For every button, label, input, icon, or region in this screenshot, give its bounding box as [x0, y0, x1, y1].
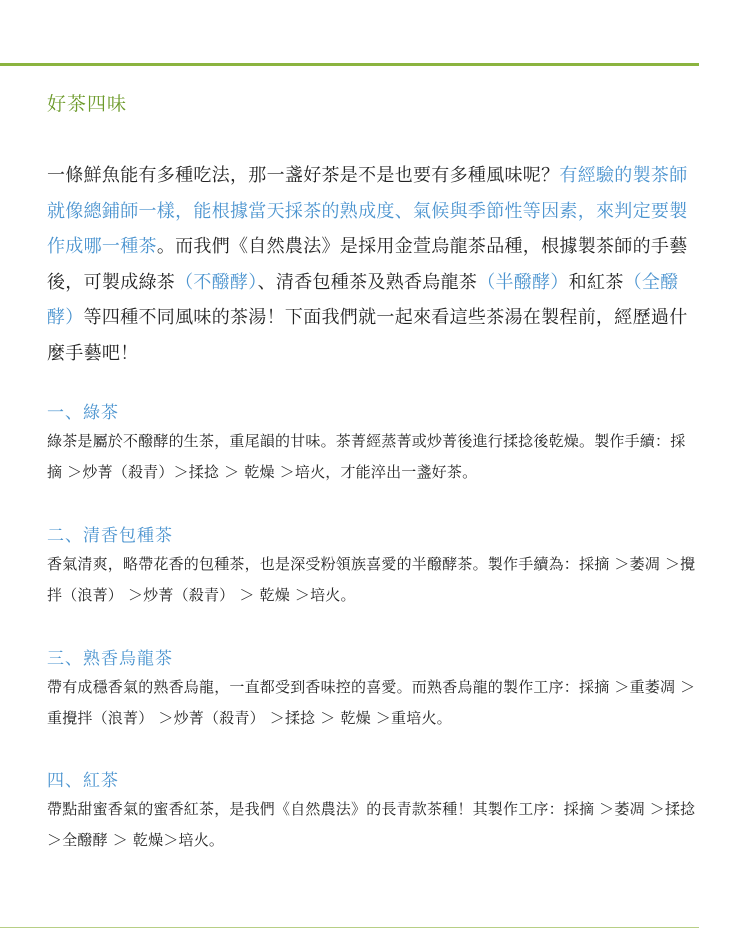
section-body-oolong-tea: 帶有成穩香氣的熟香烏龍，一直都受到香味控的喜愛。而熟香烏龍的製作工序：採摘 ＞重萎凋 ＞重攪拌（浪菁） ＞炒菁（殺青） ＞揉捻 ＞ 乾燥 ＞重培火。 [47, 678, 696, 727]
intro-text: 和紅茶 [568, 271, 624, 293]
intro-highlight-text: 有經驗的製茶師就像總鋪師一樣，能根據當天採茶的熟成度、氣候與季節性等因素，來判定要製作成哪一種茶 [47, 165, 688, 257]
top-divider [0, 63, 699, 66]
intro-text: 一條鮮魚能有多種吃法，那一盞好茶是不是也要有多種風味呢？ [47, 165, 560, 186]
intro-paragraph [47, 158, 695, 371]
bottom-divider [0, 927, 699, 928]
intro-highlight-text: （不醱酵） [175, 271, 258, 293]
section-heading-black-tea: 四、紅茶 [47, 771, 119, 791]
section-heading-green-tea: 一、綠茶 [47, 403, 119, 423]
section-body-green-tea: 綠茶是屬於不醱酵的生茶，重尾韻的甘味。茶菁經蒸菁或炒菁後進行揉捻後乾燥。製作手續：採摘 ＞炒菁（殺青）＞揉捻 ＞ 乾燥 ＞培火，才能淬出一盞好茶。 [47, 432, 686, 481]
page-title: 好茶四味 [47, 93, 128, 115]
section-heading-oolong-tea: 三、熟香烏龍茶 [47, 649, 173, 669]
intro-highlight-text: （半醱酵） [477, 271, 569, 293]
intro-text: 。而我們《自然農法》是採用金萱烏龍茶品種，根據製茶師的手藝後，可製成綠茶 [47, 236, 688, 293]
intro-highlight-text: （全醱酵） [47, 271, 679, 328]
section-body-black-tea: 帶點甜蜜香氣的蜜香紅茶，是我們《自然農法》的長青款茶種！其製作工序：採摘 ＞萎凋 ＞揉捻＞全醱酵 ＞ 乾燥＞培火。 [47, 800, 696, 849]
section-heading-pouchong-tea: 二、清香包種茶 [47, 526, 173, 546]
section-body-pouchong-tea: 香氣清爽，略帶花香的包種茶，也是深受粉領族喜愛的半醱酵茶。製作手續為：採摘 ＞萎凋 ＞攪拌（浪菁） ＞炒菁（殺青） ＞ 乾燥 ＞培火。 [47, 555, 696, 604]
intro-text: 、清香包種茶及熟香烏龍茶 [257, 271, 478, 293]
intro-text: 等四種不同風味的茶湯！下面我們就一起來看這些茶湯在製程前，經歷過什麼手藝吧！ [47, 307, 688, 364]
